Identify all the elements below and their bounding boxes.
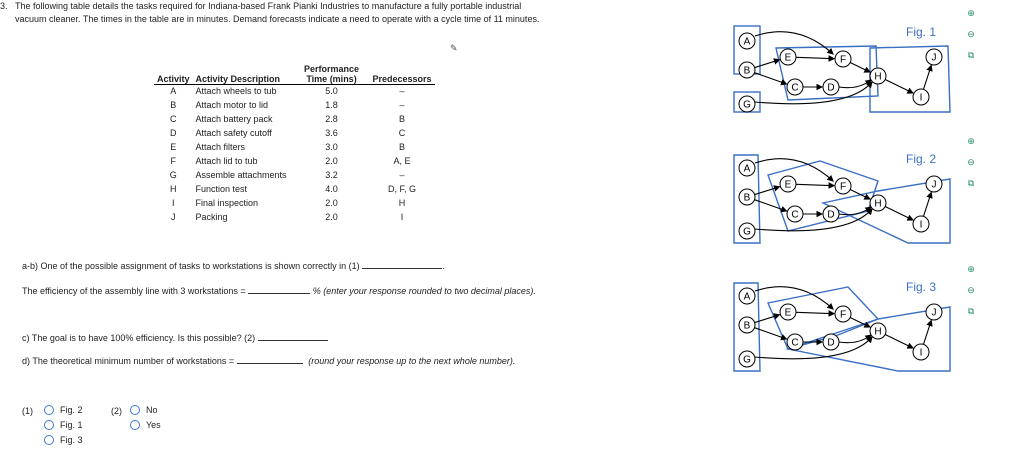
zoom-out-icon[interactable]: ⊖ (967, 29, 975, 39)
svg-text:B: B (743, 192, 751, 204)
edge-H-I (885, 207, 913, 221)
popout-icon[interactable]: ⧉ (967, 178, 975, 188)
node-B (739, 317, 755, 333)
edge-G-H (755, 82, 872, 104)
part-c-ref: (2) (244, 333, 256, 343)
cell-activity: C (170, 114, 177, 124)
zoom-in-icon[interactable]: ⊕ (967, 8, 975, 18)
cell-pred: – (399, 100, 405, 110)
option-label: Fig. 1 (60, 420, 83, 430)
part-ab-text: a-b) One of the possible assignment of tasks to workstations is shown correctly in (22, 261, 347, 271)
cell-activity: F (170, 156, 176, 166)
node-A (739, 288, 755, 304)
svg-text:E: E (784, 307, 792, 319)
option-label: No (146, 405, 158, 415)
svg-text:A: A (743, 36, 751, 48)
node-I (913, 344, 929, 360)
svg-text:H: H (874, 71, 882, 83)
figure-1 (728, 24, 958, 124)
option2-no[interactable] (130, 405, 158, 415)
node-H (870, 323, 886, 339)
cell-activity: I (172, 198, 175, 208)
cell-time: 2.8 (325, 114, 338, 124)
cell-pred: D, F, G (388, 184, 417, 194)
cell-pred: – (399, 86, 405, 96)
cell-activity: E (170, 142, 177, 152)
fig3-toolbar (962, 264, 980, 327)
svg-text:E: E (784, 52, 792, 64)
node-B (739, 189, 755, 205)
edge-A-F (755, 32, 833, 54)
svg-text:B: B (743, 320, 751, 332)
svg-text:F: F (839, 181, 847, 193)
node-A (739, 33, 755, 49)
edge-E-F (796, 57, 834, 58)
col-activity: Activity (154, 56, 193, 85)
cell-time: 2.0 (325, 212, 338, 222)
option1-fig3[interactable] (44, 435, 83, 445)
svg-text:H: H (874, 198, 882, 210)
fig3-label: Fig. 3 (906, 280, 937, 294)
node-G (739, 351, 755, 367)
edge-H-I (885, 335, 913, 349)
part-ab-ref: (1) (348, 261, 360, 271)
edge-F-H (850, 189, 870, 199)
svg-text:C: C (791, 82, 799, 94)
svg-text:F: F (839, 54, 847, 66)
svg-text:I: I (919, 92, 923, 104)
svg-text:B: B (743, 65, 751, 77)
col-time: Performance Time (mins) (294, 56, 370, 85)
options1-label: (1) (22, 406, 33, 416)
answer-dropdown-1[interactable] (362, 268, 442, 269)
svg-text:D: D (827, 209, 835, 221)
popout-icon[interactable]: ⧉ (967, 306, 975, 316)
option1-fig2[interactable] (44, 405, 83, 415)
task-table (154, 56, 435, 225)
cell-time: 2.0 (325, 156, 338, 166)
cell-description: Attach wheels to tub (195, 86, 277, 96)
option-label: Yes (146, 420, 161, 430)
cell-description: Packing (195, 212, 228, 222)
zoom-in-icon[interactable]: ⊕ (967, 136, 975, 146)
table-row (154, 211, 435, 225)
edge-D-H (839, 335, 871, 343)
cell-pred: H (398, 198, 406, 208)
edge-G-H (755, 209, 872, 231)
cell-time: 2.0 (325, 198, 338, 208)
cell-activity: A (170, 86, 177, 96)
popout-icon[interactable]: ⧉ (967, 50, 975, 60)
cell-description: Final inspection (195, 198, 259, 208)
cell-time: 4.0 (325, 184, 338, 194)
svg-text:G: G (743, 226, 751, 238)
edge-I-J (923, 321, 931, 345)
node-F (835, 51, 851, 67)
svg-text:A: A (743, 291, 751, 303)
cell-pred: – (399, 170, 405, 180)
part-d-label: d) The theoretical minimum number of workstations = (22, 356, 235, 366)
node-F (835, 306, 851, 322)
node-E (780, 176, 796, 192)
cell-description: Attach safety cutoff (195, 128, 272, 138)
edge-I-J (923, 66, 931, 90)
node-D (823, 334, 839, 350)
part-c (22, 333, 328, 343)
cell-description: Assemble attachments (195, 170, 287, 180)
svg-text:D: D (827, 82, 835, 94)
cell-time: 5.0 (325, 86, 338, 96)
cell-pred: C (398, 128, 406, 138)
question-body: The following table details the tasks required for Indiana-based Frank Pianki Industries to manufacture a fully portable industrial vacuum cleaner. The times in the table are in minutes. Demand forecasts indicate a need to operate with a cycle time of 11 minutes. (15, 1, 540, 24)
svg-text:E: E (784, 179, 792, 191)
cell-description: Attach lid to tub (195, 156, 258, 166)
node-I (913, 89, 929, 105)
zoom-in-icon[interactable]: ⊕ (967, 264, 975, 274)
fig1-label: Fig. 1 (906, 25, 937, 39)
cell-pred: B (399, 114, 406, 124)
cell-description: Attach filters (195, 142, 246, 152)
cell-activity: D (170, 128, 177, 138)
zoom-out-icon[interactable]: ⊖ (967, 285, 975, 295)
answer-dropdown-2[interactable] (258, 340, 328, 341)
table-row (154, 99, 435, 113)
cell-description: Function test (195, 184, 248, 194)
svg-text:H: H (874, 326, 882, 338)
svg-text:C: C (791, 209, 799, 221)
part-d (22, 355, 567, 367)
cell-description: Attach battery pack (195, 114, 273, 124)
pencil-icon[interactable]: ✎ (450, 43, 458, 53)
node-C (787, 334, 803, 350)
cell-description: Attach motor to lid (195, 100, 269, 110)
cell-activity: J (171, 212, 176, 222)
cell-pred: I (400, 212, 404, 222)
part-d-note: (round your response up to the next whole number). (308, 356, 516, 366)
table-row (154, 183, 435, 197)
edge-D-H (839, 80, 871, 88)
node-F (835, 178, 851, 194)
node-E (780, 304, 796, 320)
edge-B-E (755, 60, 780, 68)
table-row (154, 197, 435, 211)
efficiency-label: The efficiency of the assembly line with 3 workstations = (22, 286, 246, 296)
part-efficiency (22, 285, 567, 297)
edge-E-F (796, 184, 834, 185)
fig1-toolbar (962, 8, 980, 71)
svg-text:J: J (931, 52, 937, 64)
svg-text:F: F (839, 309, 847, 321)
svg-text:G: G (743, 354, 751, 366)
svg-text:J: J (931, 307, 937, 319)
node-E (780, 49, 796, 65)
node-J (926, 49, 942, 65)
cell-time: 1.8 (325, 100, 338, 110)
edge-E-F (796, 312, 834, 313)
node-H (870, 68, 886, 84)
table-row (154, 141, 435, 155)
option-label: Fig. 3 (60, 435, 83, 445)
svg-text:D: D (827, 337, 835, 349)
svg-text:G: G (743, 99, 751, 111)
figure-3 (728, 279, 958, 379)
node-J (926, 176, 942, 192)
figure-2 (728, 151, 958, 251)
cell-time: 3.6 (325, 128, 338, 138)
option1-fig1[interactable] (44, 420, 83, 430)
node-G (739, 223, 755, 239)
svg-text:I: I (919, 219, 923, 231)
svg-text:I: I (919, 347, 923, 359)
node-I (913, 216, 929, 232)
edge-I-J (923, 193, 931, 217)
table-row (154, 113, 435, 127)
table-row (154, 85, 435, 100)
cell-time: 3.0 (325, 142, 338, 152)
svg-text:A: A (743, 163, 751, 175)
cell-activity: H (170, 184, 177, 194)
node-D (823, 79, 839, 95)
options2-label: (2) (111, 406, 122, 416)
min-stations-input[interactable] (237, 363, 303, 364)
edge-H-I (885, 80, 913, 94)
efficiency-input[interactable] (248, 293, 310, 294)
svg-text:C: C (791, 337, 799, 349)
cell-activity: B (170, 100, 177, 110)
efficiency-note: % (enter your response rounded to two decimal places). (312, 286, 536, 296)
part-ab: a-b) One of the possible assignment of tasks to workstations is shown correctly in (1) . (22, 261, 445, 271)
edge-F-H (850, 62, 870, 72)
node-C (787, 206, 803, 222)
svg-text:J: J (931, 179, 937, 191)
question-number: 3. (0, 1, 8, 11)
node-H (870, 195, 886, 211)
table-row (154, 169, 435, 183)
fig2-toolbar (962, 136, 980, 199)
node-D (823, 206, 839, 222)
option2-yes[interactable] (130, 420, 161, 430)
node-J (926, 304, 942, 320)
option-label: Fig. 2 (60, 405, 83, 415)
col-predecessors: Predecessors (370, 56, 435, 85)
table-row (154, 155, 435, 169)
cell-pred: A, E (393, 156, 411, 166)
cell-activity: G (169, 170, 177, 180)
cell-time: 3.2 (325, 170, 338, 180)
node-B (739, 62, 755, 78)
cell-pred: B (399, 142, 406, 152)
fig2-label: Fig. 2 (906, 152, 937, 166)
zoom-out-icon[interactable]: ⊖ (967, 157, 975, 167)
part-c-text: c) The goal is to have 100% efficiency. Is this possible? (22, 333, 242, 343)
node-G (739, 96, 755, 112)
node-C (787, 79, 803, 95)
node-A (739, 160, 755, 176)
col-description: Activity Description (193, 56, 294, 85)
table-row (154, 127, 435, 141)
